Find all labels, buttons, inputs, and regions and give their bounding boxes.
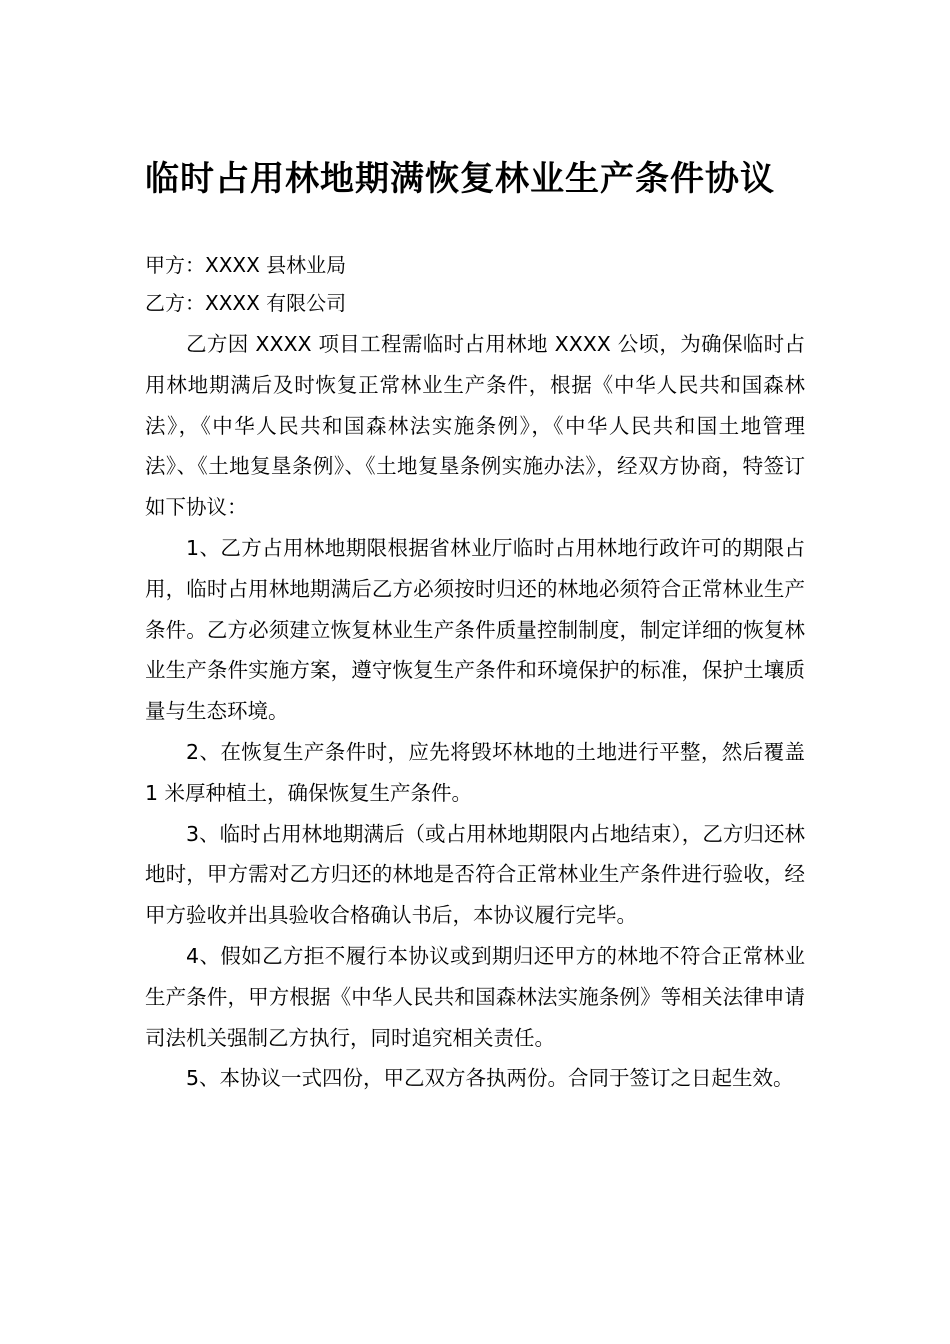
clause-1-paragraph: 1、乙方占用林地期限根据省林业厅临时占用林地行政许可的期限占用，临时占用林地期满后乙方必须按时归还的林地必须符合正常林业生产条件。乙方必须建立恢复林业生产条件质量控制制度，制定详细的恢复林业生产条件实施方案，遵守恢复生产条件和环境保护的标准，保护土壤质量与生态环境。: [145, 535, 805, 724]
party-b-line: 乙方：XXXX 有限公司: [145, 291, 347, 315]
agreement-body: [145, 324, 805, 1099]
document-title: 临时占用林地期满恢复林业生产条件协议: [145, 159, 775, 199]
party-a-line: 甲方：XXXX 县林业局: [145, 253, 347, 277]
intro-paragraph: 乙方因 XXXX 项目工程需临时占用林地 XXXX 公顷，为确保临时占用林地期满后及时恢复正常林业生产条件，根据《中华人民共和国森林法》，《中华人民共和国森林法实施条例》，《中华人民共和国土地管理法》、《土地复垦条例》、《土地复垦条例实施办法》，经双方协商，特签订如下协议：: [145, 332, 805, 520]
clause-4-paragraph: 4、假如乙方拒不履行本协议或到期归还甲方的林地不符合正常林业生产条件，甲方根据《中华人民共和国森林法实施条例》等相关法律申请司法机关强制乙方执行，同时追究相关责任。: [145, 943, 805, 1050]
clause-5-paragraph: 5、本协议一式四份，甲乙双方各执两份。合同于签订之日起生效。: [186, 1066, 794, 1091]
clause-3-paragraph: 3、临时占用林地期满后（或占用林地期限内占地结束），乙方归还林地时，甲方需对乙方归还的林地是否符合正常林业生产条件进行验收，经甲方验收并出具验收合格确认书后，本协议履行完毕。: [145, 821, 805, 928]
clause-2-paragraph: 2、在恢复生产条件时，应先将毁坏林地的土地进行平整，然后覆盖 1 米厚种植土，确保恢复生产条件。: [145, 739, 805, 805]
